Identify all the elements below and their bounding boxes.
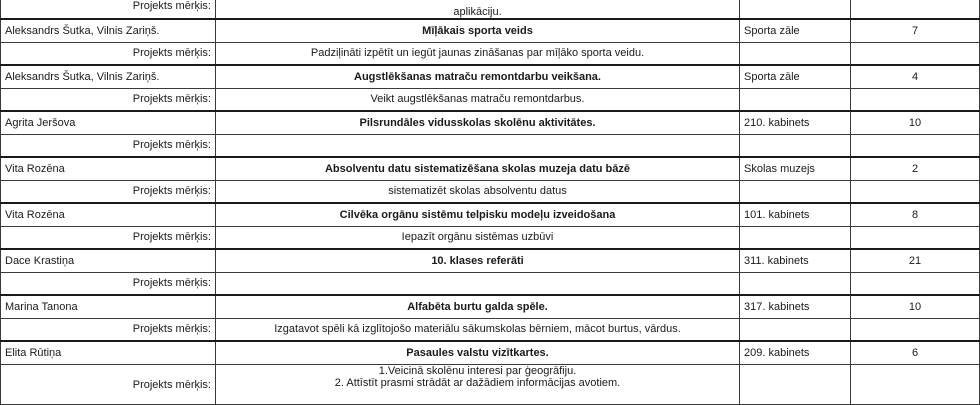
room-cell (740, 89, 851, 111)
table-row-project (1, 157, 980, 181)
room-cell: 209. kabinets (740, 341, 851, 365)
student-count-cell (851, 43, 980, 65)
table-row-project (1, 19, 980, 43)
goal-line: 2. Attīstīt prasmi strādāt ar dažādiem informācijas avotiem. (334, 377, 621, 389)
goal-line: Izgatavot spēli kā izglītojošo materiālu sākumskolas bērniem, mācot burtus, vārdus. (274, 323, 681, 336)
student-count-cell: 6 (851, 341, 980, 365)
author-cell: Vita Rozēna (1, 157, 216, 181)
author-cell: Aleksandrs Šutka, Vilnis Zariņš. (1, 65, 216, 89)
room-cell (740, 181, 851, 203)
student-count-cell: 10 (851, 295, 980, 319)
project-title-cell: Pilsrundāles vidusskolas skolēnu aktivitātes. (216, 111, 740, 135)
room-cell: Sporta zāle (740, 19, 851, 43)
project-title-cell: Absolventu datu sistematizēšana skolas muzeja datu bāzē (216, 157, 740, 181)
goal-cell (216, 0, 740, 19)
student-count-cell (851, 135, 980, 157)
table-row-goal (1, 0, 980, 19)
goal-label-cell: Projekts mērķis: (1, 181, 216, 203)
author-cell: Elita Rūtiņa (1, 341, 216, 365)
table-row-goal (1, 135, 980, 157)
goal-cell (216, 227, 740, 249)
author-cell: Aleksandrs Šutka, Vilnis Zariņš. (1, 19, 216, 43)
table-row-goal (1, 227, 980, 249)
student-count-cell (851, 319, 980, 341)
table-row-project (1, 111, 980, 135)
goal-cell (216, 273, 740, 295)
goal-line: 1.Veicinā skolēnu interesi par ģeogrāfiju. (378, 365, 577, 377)
goal-label-cell: Projekts mērķis: (1, 319, 216, 341)
goal-label-cell: Projekts mērķis: (1, 227, 216, 249)
room-cell (740, 135, 851, 157)
room-cell: Sporta zāle (740, 65, 851, 89)
project-title-cell: 10. klases referāti (216, 249, 740, 273)
room-cell (740, 319, 851, 341)
student-count-cell (851, 181, 980, 203)
author-cell: Marina Tanona (1, 295, 216, 319)
goal-cell (216, 135, 740, 157)
goal-cell (216, 43, 740, 65)
student-count-cell: 21 (851, 249, 980, 273)
student-count-cell: 4 (851, 65, 980, 89)
room-cell (740, 227, 851, 249)
project-title-cell: Cilvēka orgānu sistēmu telpisku modeļu izveidošana (216, 203, 740, 227)
goal-cell (216, 365, 740, 405)
table-row-goal (1, 43, 980, 65)
room-cell (740, 365, 851, 405)
room-cell: 101. kabinets (740, 203, 851, 227)
room-cell (740, 43, 851, 65)
room-cell (740, 0, 851, 19)
table-row-goal (1, 181, 980, 203)
student-count-cell (851, 365, 980, 405)
room-cell: Skolas muzejs (740, 157, 851, 181)
room-cell: 210. kabinets (740, 111, 851, 135)
table-row-goal (1, 319, 980, 341)
student-count-cell: 2 (851, 157, 980, 181)
project-title-cell: Mīļākais sporta veids (216, 19, 740, 43)
student-count-cell: 7 (851, 19, 980, 43)
count-cell (851, 0, 980, 19)
goal-line: Iepazīt orgānu sistēmas uzbūvi (401, 231, 554, 244)
goal-label-cell: Projekts mērķis: (1, 89, 216, 111)
goal-label-cell: Projekts mērķis: (1, 273, 216, 295)
goal-cell (216, 181, 740, 203)
goal-cell (216, 89, 740, 111)
table-row-project (1, 203, 980, 227)
goal-line: Veikt augstlēkšanas matraču remontdarbus. (370, 93, 585, 106)
student-count-cell: 8 (851, 203, 980, 227)
student-count-cell (851, 89, 980, 111)
goal-line: sistematizēt skolas absolventu datus (388, 185, 567, 198)
student-count-cell: 10 (851, 111, 980, 135)
project-title-cell: Augstlēkšanas matraču remontdarbu veikšana. (216, 65, 740, 89)
room-cell: 311. kabinets (740, 249, 851, 273)
goal-label-cell: Projekts mērķis: (1, 0, 216, 19)
student-count-cell (851, 227, 980, 249)
room-cell: 317. kabinets (740, 295, 851, 319)
goal-label-cell: Projekts mērķis: (1, 43, 216, 65)
author-cell: Dace Krastiņa (1, 249, 216, 273)
table-row-goal (1, 365, 980, 405)
table-row-project (1, 341, 980, 365)
author-cell: Agrita Jeršova (1, 111, 216, 135)
room-cell (740, 273, 851, 295)
goal-line: Padziļināti izpētīt un iegūt jaunas zināšanas par mīļāko sporta veidu. (310, 47, 645, 60)
goal-cell (216, 319, 740, 341)
goal-label-cell: Projekts mērķis: (1, 365, 216, 405)
project-title-cell: Alfabēta burtu galda spēle. (216, 295, 740, 319)
table-row-project (1, 249, 980, 273)
student-count-cell (851, 273, 980, 295)
goal-label-cell: Projekts mērķis: (1, 135, 216, 157)
author-cell: Vita Rozēna (1, 203, 216, 227)
goal-line: aplikāciju. (453, 5, 502, 18)
table-row-project (1, 295, 980, 319)
project-title-cell: Pasaules valstu vizītkartes. (216, 341, 740, 365)
table-row-project (1, 65, 980, 89)
table-row-goal (1, 273, 980, 295)
table-row-goal (1, 89, 980, 111)
